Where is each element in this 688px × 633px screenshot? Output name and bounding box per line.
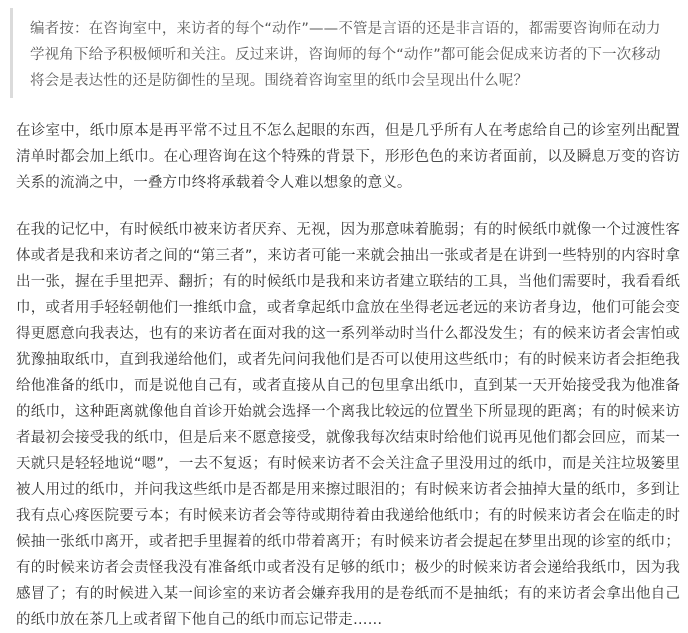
article-paragraph: 在诊室中，纸巾原本是再平常不过且不怎么起眼的东西，但是几乎所有人在考虑给自己的诊室列出配置清单时都会加上纸巾。在心理咨询在这个特殊的背景下，形形色色的来访者面前，以及瞬息万变的咨访关系的流淌之中，一叠方巾终将承载着令人难以想象的意义。 [16, 123, 680, 191]
editor-note: 编者按：在咨询室中，来访者的每个“动作”——不管是言语的还是非言语的，都需要咨询师在动力学视角下给予积极倾听和关注。反过来讲，咨询师的每个“动作”都可能会促成来访者的下一次移动将会是表达性的还是防御性的呈现。围绕着咨询室里的纸巾会呈现出什么呢？ [10, 8, 678, 98]
article-paragraph: 在我的记忆中，有时候纸巾被来访者厌弃、无视，因为那意味着脆弱；有的时候纸巾就像一个过渡性客体或者是我和来访者之间的“第三者”，来访者可能一来就会抽出一张或者是在讲到一些特别的内容时拿出一张，握在手里把弄、翻折；有的时候纸巾是我和来访者建立联结的工具，当他们需要时，我看看纸巾，或者用手轻轻朝他们一推纸巾盒，或者拿起纸巾盒放在坐得老远老远的来访者身边，他们可能会变得更愿意向我表达，也有的来访者在面对我的这一系列举动时当什么都没发生；有的候来访者会害怕或犹豫抽取纸巾，直到我递给他们，或者先问问我他们是否可以使用这些纸巾；有的时候来访者会拒绝我给他准备的纸巾，而是说他自己有，或者直接从自己的包里拿出纸巾，直到某一天开始接受我为他准备的纸巾，这种距离就像他自首诊开始就会选择一个离我比较远的位置坐下所显现的距离；有的时候来访者最初会接受我的纸巾，但是后来不愿意接受，就像我每次结束时给他们说再见他们都会回应，而某一天就只是轻轻地说“嗯”，一去不复返；有时候来访者不会关注盒子里没用过的纸巾，而是关注垃圾篓里被人用过的纸巾，并问我这些纸巾是否都是用来擦过眼泪的；有时候来访者会抽掉大量的纸巾，多到让我有点心疼医院要亏本；有时候来访者会等待或期待着由我递给他纸巾；有的时候来访者会在临走的时候抽一张纸巾离开，或者把手里握着的纸巾带着离开；有时候来访者会提起在梦里出现的诊室的纸巾；有的时候来访者会责怪我没有准备纸巾或者没有足够的纸巾；极少的时候来访者会递给我纸巾，因为我感冒了；有的时候进入某一间诊室的来访者会嫌弃我用的是卷纸而不是抽纸；有的来访者会拿出他自己的纸巾放在茶几上或者留下他自己的纸巾而忘记带走…… [16, 222, 680, 628]
